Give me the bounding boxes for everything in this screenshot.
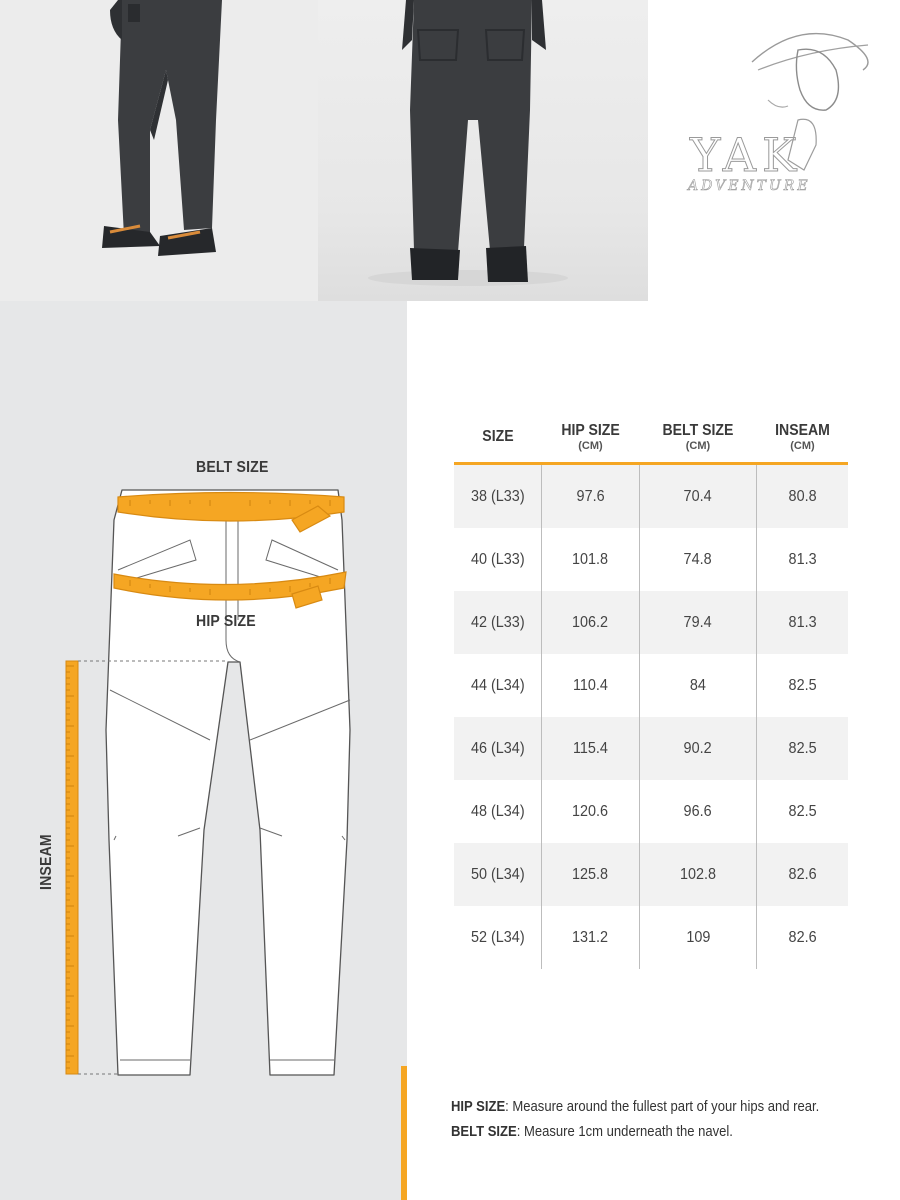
table-cell-value: 81.3 (788, 613, 817, 631)
hip-note-term: HIP SIZE (451, 1099, 506, 1115)
column-header-unit: (CM) (685, 439, 711, 452)
table-row (454, 654, 848, 717)
table-cell-value: 50 (L34) (470, 865, 525, 883)
table-cell-value: 74.8 (683, 550, 712, 568)
table-cell-value: 125.8 (572, 865, 609, 883)
table-header-row (454, 412, 848, 464)
column-header-unit: (CM) (578, 439, 603, 452)
measurement-notes (451, 1095, 891, 1145)
inseam-label: INSEAM (38, 834, 55, 890)
column-header (542, 412, 639, 464)
table-cell-value: 131.2 (572, 928, 609, 946)
table-cell-value: 101.8 (572, 550, 609, 568)
table-row (454, 591, 848, 654)
column-header (454, 412, 542, 464)
table-cell-value: 81.3 (788, 550, 817, 568)
table-cell (454, 591, 542, 654)
table-cell-value: 79.4 (683, 613, 712, 631)
table-cell (454, 906, 542, 969)
table-cell-value: 97.6 (576, 487, 605, 505)
table-cell (639, 780, 757, 843)
table-cell-value: 115.4 (572, 739, 608, 757)
logo-subtext: ADVENTURE (688, 178, 811, 194)
table-cell-value: 120.6 (572, 802, 609, 820)
table-cell (757, 591, 848, 654)
table-cell-value: 109 (685, 928, 710, 946)
table-cell (542, 591, 639, 654)
table-cell (757, 843, 848, 906)
pants-measurement-diagram (0, 0, 407, 1200)
table-cell-value: 82.6 (788, 865, 817, 883)
table-cell (454, 464, 542, 529)
table-cell-value: 80.8 (788, 487, 817, 505)
table-cell (542, 654, 639, 717)
table-cell (639, 654, 757, 717)
table-cell-value: 82.5 (788, 802, 817, 820)
table-row (454, 843, 848, 906)
table-cell (454, 528, 542, 591)
table-cell (542, 843, 639, 906)
column-header (757, 412, 848, 464)
table-cell (542, 717, 639, 780)
table-cell-value: 96.6 (683, 802, 712, 820)
column-header-unit: (CM) (790, 439, 815, 452)
hip-size-label: HIP SIZE (196, 613, 256, 630)
belt-size-label: BELT SIZE (196, 459, 269, 476)
table-cell-value: 106.2 (572, 613, 609, 631)
table-row (454, 906, 848, 969)
table-cell-value: 70.4 (683, 487, 712, 505)
column-header (639, 412, 757, 464)
table-cell-value: 44 (L34) (470, 676, 525, 694)
table-cell (542, 780, 639, 843)
table-cell-value: 82.6 (788, 928, 817, 946)
table-row (454, 717, 848, 780)
column-header-label: INSEAM (775, 421, 830, 439)
table-cell-value: 52 (L34) (470, 928, 525, 946)
table-cell (542, 464, 639, 529)
table-cell-value: 82.5 (788, 739, 817, 757)
column-header-label: SIZE (482, 428, 514, 445)
table-cell-value: 42 (L33) (470, 613, 525, 631)
table-cell-value: 82.5 (788, 676, 817, 694)
table-cell (757, 906, 848, 969)
table-cell (639, 843, 757, 906)
table-cell-value: 48 (L34) (470, 802, 525, 820)
table-cell (757, 464, 848, 529)
table-cell (639, 591, 757, 654)
table-cell (454, 780, 542, 843)
table-cell-value: 38 (L33) (470, 487, 525, 505)
table-cell (542, 528, 639, 591)
table-cell (757, 717, 848, 780)
belt-note-text: : Measure 1cm underneath the navel. (516, 1124, 733, 1140)
table-cell-value: 40 (L33) (470, 550, 525, 568)
brand-logo (648, 0, 900, 301)
hip-note-text: : Measure around the fullest part of your hips and rear. (505, 1099, 820, 1115)
table-cell (542, 906, 639, 969)
table-row (454, 528, 848, 591)
table-row (454, 780, 848, 843)
logo-text: YAK (690, 128, 803, 182)
table-cell-value: 110.4 (572, 676, 608, 694)
table-cell-value: 84 (689, 676, 706, 694)
table-cell (454, 843, 542, 906)
table-cell (639, 464, 757, 529)
table-cell-value: 102.8 (679, 865, 716, 883)
table-cell (757, 528, 848, 591)
column-header-label: BELT SIZE (662, 421, 734, 439)
table-cell (757, 780, 848, 843)
table-cell (639, 528, 757, 591)
table-cell (639, 906, 757, 969)
table-cell-value: 46 (L34) (470, 739, 525, 757)
hip-size-note (451, 1095, 847, 1120)
belt-note-term: BELT SIZE (451, 1124, 517, 1140)
belt-size-note (451, 1120, 847, 1145)
size-chart-table (454, 412, 848, 969)
table-row (454, 464, 848, 529)
table-cell (639, 717, 757, 780)
table-cell-value: 90.2 (683, 739, 712, 757)
table-cell (757, 654, 848, 717)
column-header-label: HIP SIZE (561, 421, 620, 439)
table-cell (454, 717, 542, 780)
table-cell (454, 654, 542, 717)
